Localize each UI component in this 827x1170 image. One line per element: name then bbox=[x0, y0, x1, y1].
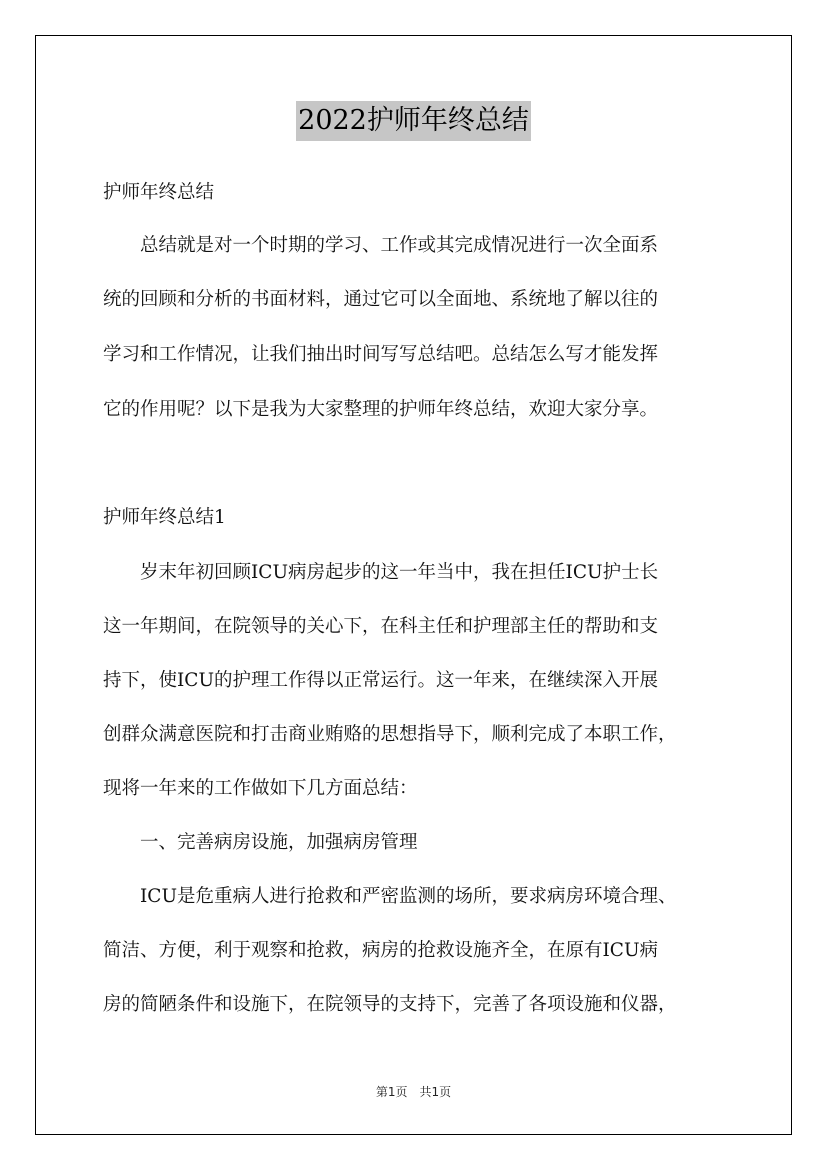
paragraph-line: 简洁、方便，利于观察和抢救，病房的抢救设施齐全，在原有ICU病 bbox=[103, 940, 659, 961]
paragraph-line: 总结就是对一个时期的学习、工作或其完成情况进行一次全面系 bbox=[103, 235, 659, 256]
subsection-heading: 一、完善病房设施，加强病房管理 bbox=[103, 832, 418, 853]
document-title: 2022护师年终总结 bbox=[296, 101, 531, 141]
paragraph-line: 持下，使ICU的护理工作得以正常运行。这一年来，在继续深入开展 bbox=[103, 670, 659, 691]
paragraph-line: 创群众满意医院和打击商业贿赂的思想指导下，顺利完成了本职工作， bbox=[103, 724, 677, 745]
paragraph-line: 它的作用呢？以下是我为大家整理的护师年终总结，欢迎大家分享。 bbox=[103, 399, 659, 420]
section-heading: 护师年终总结 bbox=[103, 182, 215, 203]
paragraph-line: 岁末年初回顾ICU病房起步的这一年当中，我在担任ICU护士长 bbox=[103, 562, 659, 583]
paragraph-line: 这一年期间，在院领导的关心下，在科主任和护理部主任的帮助和支 bbox=[103, 616, 659, 637]
paragraph-line: ICU是危重病人进行抢救和严密监测的场所，要求病房环境合理、 bbox=[103, 886, 677, 907]
paragraph-line: 学习和工作情况，让我们抽出时间写写总结吧。总结怎么写才能发挥 bbox=[103, 344, 659, 365]
page-footer: 第1页 共1页 bbox=[375, 1085, 452, 1099]
title-container bbox=[0, 101, 827, 141]
section-heading: 护师年终总结1 bbox=[103, 507, 226, 528]
paragraph-line: 现将一年来的工作做如下几方面总结： bbox=[103, 778, 418, 799]
paragraph-line: 房的简陋条件和设施下，在院领导的支持下，完善了各项设施和仪器， bbox=[103, 994, 677, 1015]
paragraph-line: 统的回顾和分析的书面材料，通过它可以全面地、系统地了解以往的 bbox=[103, 289, 659, 310]
